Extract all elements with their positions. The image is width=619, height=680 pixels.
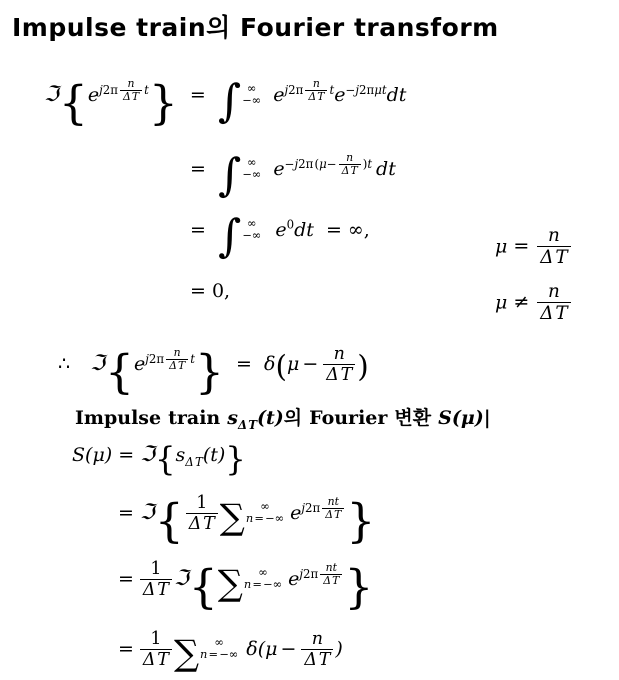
equation-3-condition: μ = $\frac{n}{\text{Δ T}}$	[495, 226, 573, 268]
fourier-operator-icon-4: ℑ	[139, 500, 155, 525]
equation-7: = ℑ{ $\frac{1}{\text{Δ T}}$ ∑ ∞ n = −∞ $e^{j2\pi \frac{nt}{\text{Δ T}}}$ }	[118, 493, 376, 548]
equation-5: ∴ $ℑ\{e^{j2\pi \frac{n}{\text{Δ T}} t}\} = \delta(\mu$ − $\frac{n}{\text{Δ T}}$ )	[58, 344, 369, 399]
equation-4-condition: μ ≠ $\frac{n}{\text{Δ T}}$	[495, 282, 573, 324]
equation-9: = $\frac{1}{\text{Δ T}}$ ∑ ∞ n = −∞ δ(μ − $\frac{n}{\text{Δ T}}$ )	[118, 629, 343, 674]
fourier-operator-icon-2: ℑ	[90, 351, 105, 376]
fourier-operator-icon-3: ℑ	[140, 442, 155, 467]
fourier-operator-icon-5: ℑ	[173, 566, 189, 591]
equation-2: = ∫ ∞ −∞ $e^{-j2\pi (\mu- \frac{n}{\text{Δ T}} )t}$ dt	[190, 148, 396, 201]
equation-4: = 0,	[190, 280, 231, 302]
equation-3: = ∫ ∞ −∞ $e^0dt$ = ∞,	[190, 209, 370, 262]
equation-1: $ℑ\{e^{j2\pi \frac{n}{\text{Δ T}} t}\}$ = ∫ ∞ −∞ $e^{j2\pi \frac{n}{\text{Δ T}} t}e^{-j2\pi\mu t}dt$	[44, 74, 407, 130]
page-title: Impulse train의 Fourier transform	[12, 13, 499, 42]
fourier-operator-icon: ℑ	[44, 82, 59, 108]
equation-6: $S(\mu) = ℑ\{s_{\Delta T}(t)\}$	[72, 440, 246, 479]
section-heading: Impulse train $s_{\Delta T}(t)$의 Fourier 변환 S(μ)|	[75, 407, 491, 432]
equation-8: = $\frac{1}{\text{Δ T}}$ ℑ{∑ ∞ n = −∞ $e^{j2\pi \frac{nt}{\text{Δ T}}}$ }	[118, 559, 374, 614]
